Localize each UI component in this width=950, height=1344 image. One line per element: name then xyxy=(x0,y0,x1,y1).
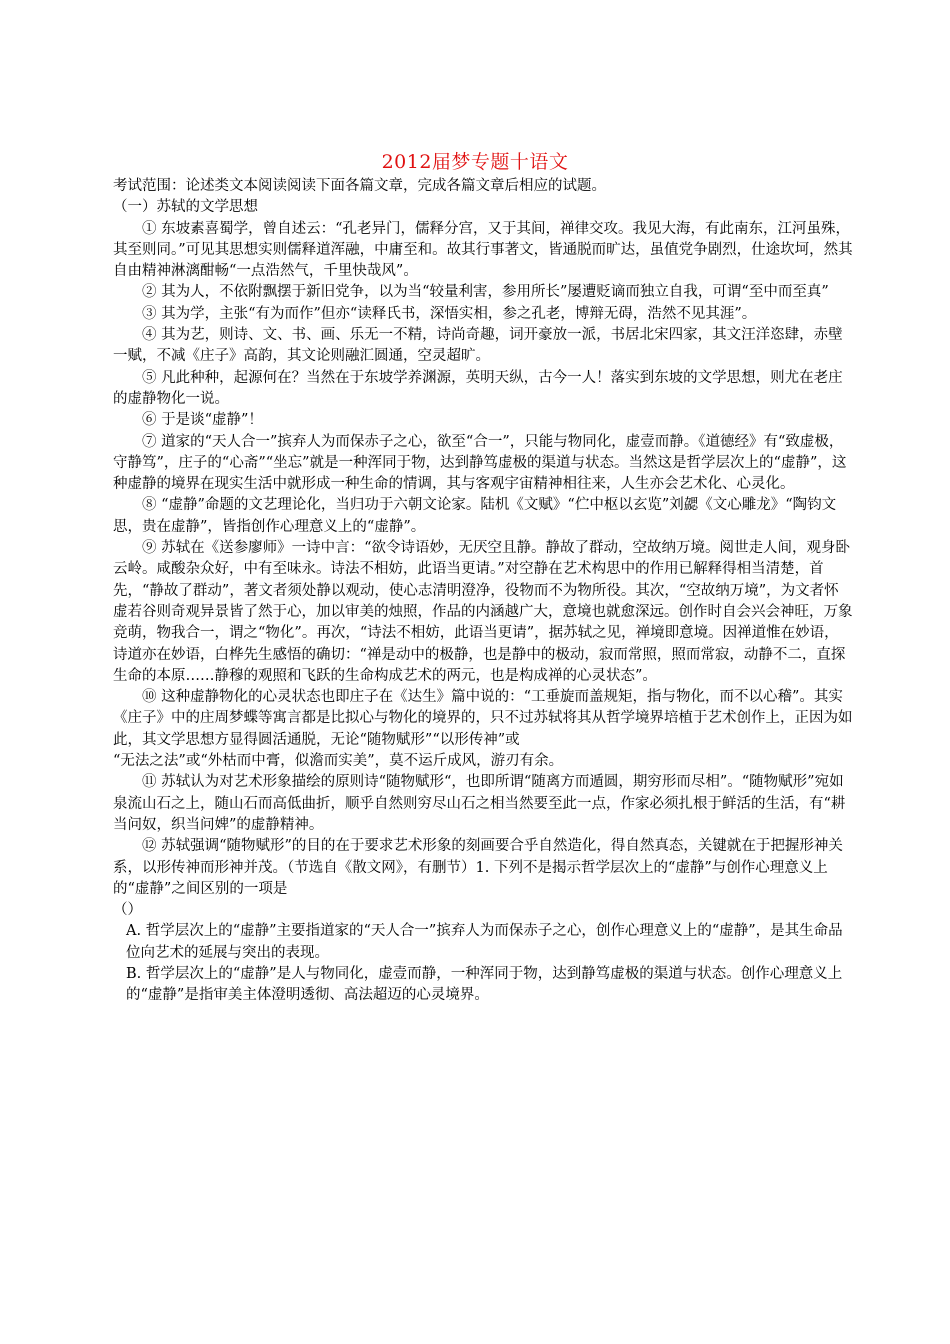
answer-bracket: （） xyxy=(113,902,142,919)
document-body xyxy=(113,176,853,1007)
paragraph-6: ⑥ 于是谈“虚静”！ xyxy=(142,412,263,429)
paragraph-9: ⑨ 苏轼在《送参廖师》一诗中言：“欲令诗语妙，无厌空且静。静故了群动，空故纳万境。阅世走人间，观身卧云岭。咸酸杂众好，中有至味永。诗法不相妨，此语当更请。”对空静在艺术构思中的作用已解释得相当清楚，首先，“静故了群动”，著文者须处静以观动，使心志清明澄净，役物而不为物所役。其次，“空故纳万境”，为文者怀虚若谷则奇观异景皆了然于心，加以审美的烛照，作品的内涵越广大，意境也就愈深远。创作时自会兴会神旺，万象竞萌，物我合一，谓之“物化”。再次，“诗法不相妨，此语当更请”，据苏轼之见，禅境即意境。因禅道惟在妙语，诗道亦在妙语，白桦先生感悟的确切：“禅是动中的极静，也是静中的极动，寂而常照，照而常寂，动静不二，直探生命的本原……静穆的观照和飞跃的生命构成艺术的两元，也是构成禅的心灵状态”。 xyxy=(113,540,853,684)
paragraph-7: ⑦ 道家的“天人合一”摈弃人为而保赤子之心，欲至“合一”，只能与物同化，虚壹而静。《道德经》有“致虚极，守静笃”，庄子的“心斋”“坐忘”就是一种浑同于物，达到静笃虚极的渠道与状态。当然这是哲学层次上的“虚静”，这种虚静的境界在现实生活中就形成一种生命的情调，其与客观宇宙精神相往来，人生亦会艺术化、心灵化。 xyxy=(113,433,847,493)
paragraph-1: ① 东坡素喜蜀学，曾自述云：“孔老异门，儒释分宫，又于其间，禅律交攻。我见大海，有此南东，江河虽殊，其至则同。”可见其思想实则儒释道浑融，中庸至和。故其行事著文，皆通脱而旷达，虽值党争剧烈，仕途坎坷，然其自由精神淋漓酣畅“一点浩然气，千里快哉风”。 xyxy=(113,220,853,280)
section-heading: （一）苏轼的文学思想 xyxy=(113,199,258,216)
paragraph-5: ⑤ 凡此种种，起源何在？当然在于东坡学养渊源，英明天纵，古今一人！落实到东坡的文学思想，则尤在老庄的虚静物化一说。 xyxy=(113,369,843,407)
exam-scope: 考试范围：论述类文本阅读阅读下面各篇文章，完成各篇文章后相应的试题。 xyxy=(113,178,606,194)
paragraph-4: ④ 其为艺，则诗、文、书、画、乐无一不精，诗尚奇趣，词开豪放一派，书居北宋四家，其文汪洋恣肆，赤壁一赋，不减《庄子》高韵，其文论则融汇圆通，空灵超旷。 xyxy=(113,327,843,365)
paragraph-2: ② 其为人，不依附飘摆于新旧党争，以为当“较量利害，参用所长”屡遭贬谪而独立自我，可谓“至中而至真” xyxy=(142,284,829,301)
paragraph-10: ⑩ 这种虚静物化的心灵状态也即庄子在《达生》篇中说的：“工垂旋而盖规矩，指与物化，而不以心稽”。其实《庄子》中的庄周梦蝶等寓言都是比拟心与物化的境界的，只不过苏轼将其从哲学境界培植于艺术创作上，正因为如此，其文学思想方显得圆活通脱，无论“随物赋形”“以形传神”或 xyxy=(113,689,853,748)
document-title: 2012届梦专题十语文 xyxy=(381,151,569,173)
paragraph-8: ⑧ “虚静”命题的文艺理论化，当归功于六朝文论家。陆机《文赋》“伫中枢以玄览”刘勰《文心雕龙》“陶钧文思，贵在虚静”，皆指创作心理意义上的“虚静”。 xyxy=(113,497,837,535)
paragraph-10-continued: “无法之法”或“外枯而中膏，似澹而实美”，莫不运斤成风，游刃有余。 xyxy=(113,753,564,770)
option-a: A. 哲学层次上的“虚静”主要指道家的“天人合一”摈弃人为而保赤子之心，创作心理意义上的“虚静”，是其生命品位向艺术的延展与突出的表现。 xyxy=(126,923,843,961)
paragraph-3: ③ 其为学，主张“有为而作”但亦“读释氏书，深悟实相，参之孔老，博辩无碍，浩然不见其涯”。 xyxy=(142,305,757,322)
paragraph-12-question-1: ⑫ 苏轼强调“随物赋形”的目的在于要求艺术形象的刻画要合乎自然造化，得自然真态，关键就在于把握形神关系，以形传神而形神并茂。（节选自《散文网》，有删节）1. 下列不是揭示哲学层次上的“虚静”与创作心理意义上的“虚静”之间区别的一项是 xyxy=(113,838,843,897)
paragraph-11: ⑪ 苏轼认为对艺术形象描绘的原则诗“随物赋形“，也即所谓“随离方而遁圆，期穷形而尽相”。“随物赋形”宛如泉流山石之上，随山石而高低曲折，顺乎自然则穷尽山石之相当然要至此一点，作家必须扎根于鲜活的生活，有“耕当问奴，织当问婢”的虚静精神。 xyxy=(113,774,846,833)
option-b: B. 哲学层次上的“虚静”是人与物同化，虚壹而静，一种浑同于物，达到静笃虚极的渠道与状态。创作心理意义上的“虚静”是指审美主体澄明透彻、高法超迈的心灵境界。 xyxy=(126,965,843,1004)
